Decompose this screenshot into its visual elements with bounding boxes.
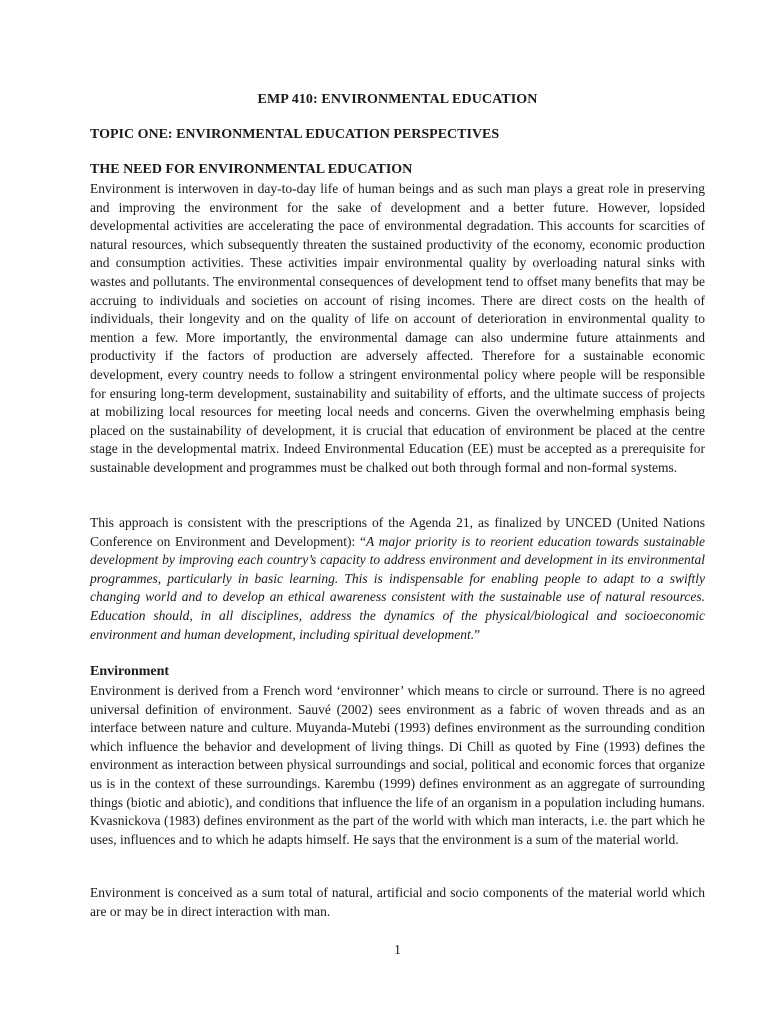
environment-paragraph-2: Environment is conceived as a sum total of natural, artificial and socio components of the material world which are or may be in direct interaction with man.: [90, 885, 705, 919]
agenda-intro: This approach is consistent with the prescriptions of the Agenda 21, as finalized by UNCED (United Nations Conference on Environment and Development): “: [90, 515, 705, 549]
environment-heading: Environment: [90, 664, 170, 679]
environment-paragraph: Environment is derived from a French word ‘environner’ which means to circle or surround. There is no agreed universal definition of environment. Sauvé (2002) sees environment as a fabric of woven threads and as an interface between nature and culture. Muyanda-Mutebi (1993) defines environment as the surrounding condition which influence the behavior and development of living things. Di Chill as quoted by Fine (1993) defines the environment as interaction between physical surroundings and social, political and economic forces that organize us is in the context of these surroundings. Karembu (1999) defines environment as an aggregate of surrounding things (biotic and abiotic), and conditions that influence the life of an organism in a population including humans. Kvasnickova (1983) defines environment as the part of the world with which man interacts, i.e. the part which he uses, influences and to which he adapts himself. He says that the environment is a sum of the material world.: [90, 683, 705, 847]
agenda-paragraph: [90, 514, 705, 644]
document-title: EMP 410: ENVIRONMENTAL EDUCATION: [257, 92, 538, 107]
topic-heading: TOPIC ONE: ENVIRONMENTAL EDUCATION PERSPECTIVES: [90, 127, 500, 142]
page-number: 1: [394, 942, 401, 957]
agenda-close: ”: [474, 626, 481, 642]
section-heading: THE NEED FOR ENVIRONMENTAL EDUCATION: [90, 162, 413, 177]
need-paragraph: Environment is interwoven in day-to-day life of human beings and as such man plays a great role in preserving and improving the environment for the sake of development and a better future. However, lopsided developmental activities are accelerating the pace of environmental degradation. This accounts for scarcities of natural resources, which subsequently threaten the sustained productivity of the economy, economic production and consumption activities. These activities impair environmental quality by overloading natural sinks with wastes and pollutants. The environmental consequences of development tend to offset many benefits that may be accruing to individuals and societies on account of rising incomes. There are direct costs on the health of individuals, their longevity and on the quality of life on account of deterioration in environmental quality to mention a few. More importantly, the environmental damage can also undermine future attainments and productivity if the factors of production are adversely affected. Therefore for a sustainable economic development, every country needs to follow a stringent environmental policy where people will be responsible for ensuring long-term development, sustainability and suitability of efforts, and the ultimate success of projects at mobilizing local resources for meeting local needs and concerns. Given the overwhelming emphasis being placed on the sustainability of development, it is crucial that education of environment be placed at the centre stage in the developmental matrix. Indeed Environmental Education (EE) must be accepted as a prerequisite for sustainable development and programmes must be chalked out both through formal and non-formal systems.: [90, 181, 705, 475]
agenda-quote: A major priority is to reorient education towards sustainable development by improving each country’s capacity to address environment and development in its environmental programmes, particularly in basic learning. This is indispensable for enabling people to adapt to a swiftly changing world and to develop an ethical awareness consistent with the sustainable use of natural resources. Education should, in all disciplines, address the dynamics of the physical/biological and socioeconomic environment and human development, including spiritual development.: [90, 533, 705, 642]
